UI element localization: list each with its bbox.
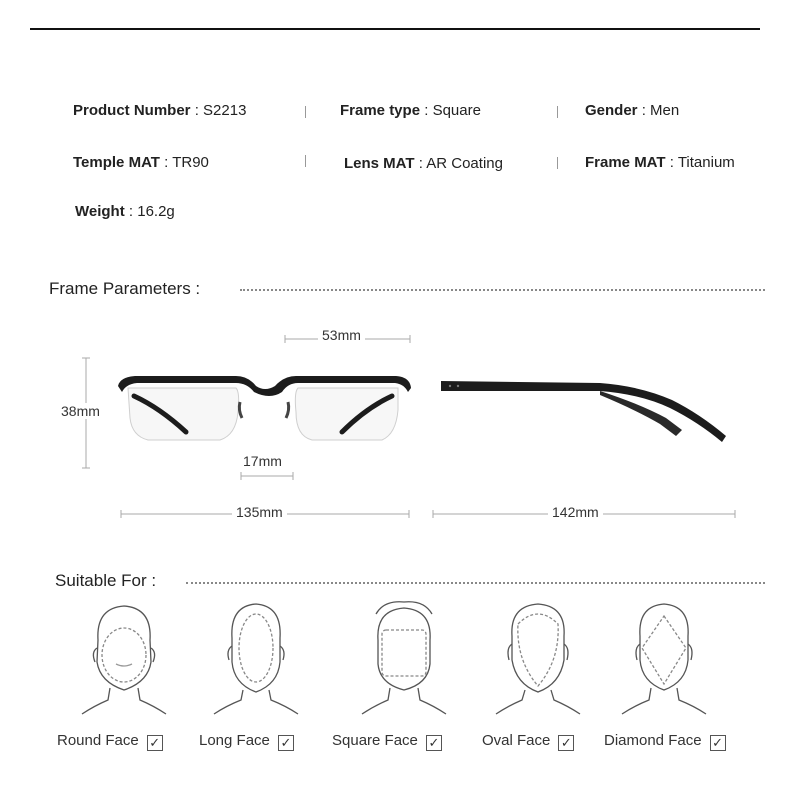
diamond-face-icon xyxy=(622,604,706,714)
spec-value: TR90 xyxy=(172,154,209,171)
checkbox-checked-icon: ✓ xyxy=(558,735,574,751)
checkbox-checked-icon: ✓ xyxy=(147,735,163,751)
spec-separator: : xyxy=(641,102,646,119)
spec-label: Gender xyxy=(585,102,638,119)
spec-label: Lens MAT xyxy=(344,155,415,172)
oval-face-icon xyxy=(496,604,580,714)
face-option-long xyxy=(199,732,294,751)
face-option-diamond xyxy=(604,732,726,751)
spec-value: Square xyxy=(432,102,481,119)
face-option-round xyxy=(57,732,163,751)
frame-width-label: 135mm xyxy=(232,504,287,520)
long-face-icon xyxy=(214,604,298,714)
bridge-label: 17mm xyxy=(239,453,286,469)
spec-value: 16.2g xyxy=(137,203,175,220)
face-option-oval xyxy=(482,732,574,751)
suitable-for-title: Suitable For : xyxy=(55,571,164,591)
face-label: Oval Face xyxy=(482,732,551,749)
spec-value: Titanium xyxy=(677,154,735,171)
spec-value: AR Coating xyxy=(426,155,503,172)
spec-separator: : xyxy=(128,203,134,220)
face-label: Long Face xyxy=(199,732,270,749)
face-option-square xyxy=(332,732,442,751)
temple-length-label: 142mm xyxy=(548,504,603,520)
spec-separator: : xyxy=(194,102,199,119)
round-face-icon xyxy=(82,606,166,714)
spec-label: Frame MAT xyxy=(585,154,666,171)
spec-separator: : xyxy=(164,154,169,171)
spec-label: Product Number xyxy=(73,102,191,119)
spec-value: S2213 xyxy=(203,102,247,119)
spec-label: Weight xyxy=(75,203,125,220)
spec-separator: : xyxy=(418,155,423,172)
checkbox-checked-icon: ✓ xyxy=(426,735,442,751)
checkbox-checked-icon: ✓ xyxy=(278,735,294,751)
spec-value: Men xyxy=(650,102,680,119)
lens-height-label: 38mm xyxy=(57,403,104,419)
face-label: Diamond Face xyxy=(604,732,702,749)
spec-separator: : xyxy=(424,102,429,119)
frame-parameters-title: Frame Parameters : xyxy=(49,279,208,299)
spec-label: Temple MAT xyxy=(73,154,160,171)
lens-width-label: 53mm xyxy=(318,327,365,343)
face-label: Square Face xyxy=(332,732,418,749)
spec-separator: : xyxy=(669,154,674,171)
checkbox-checked-icon: ✓ xyxy=(710,735,726,751)
face-label: Round Face xyxy=(57,732,139,749)
spec-label: Frame type xyxy=(340,102,421,119)
square-face-icon xyxy=(362,602,446,714)
